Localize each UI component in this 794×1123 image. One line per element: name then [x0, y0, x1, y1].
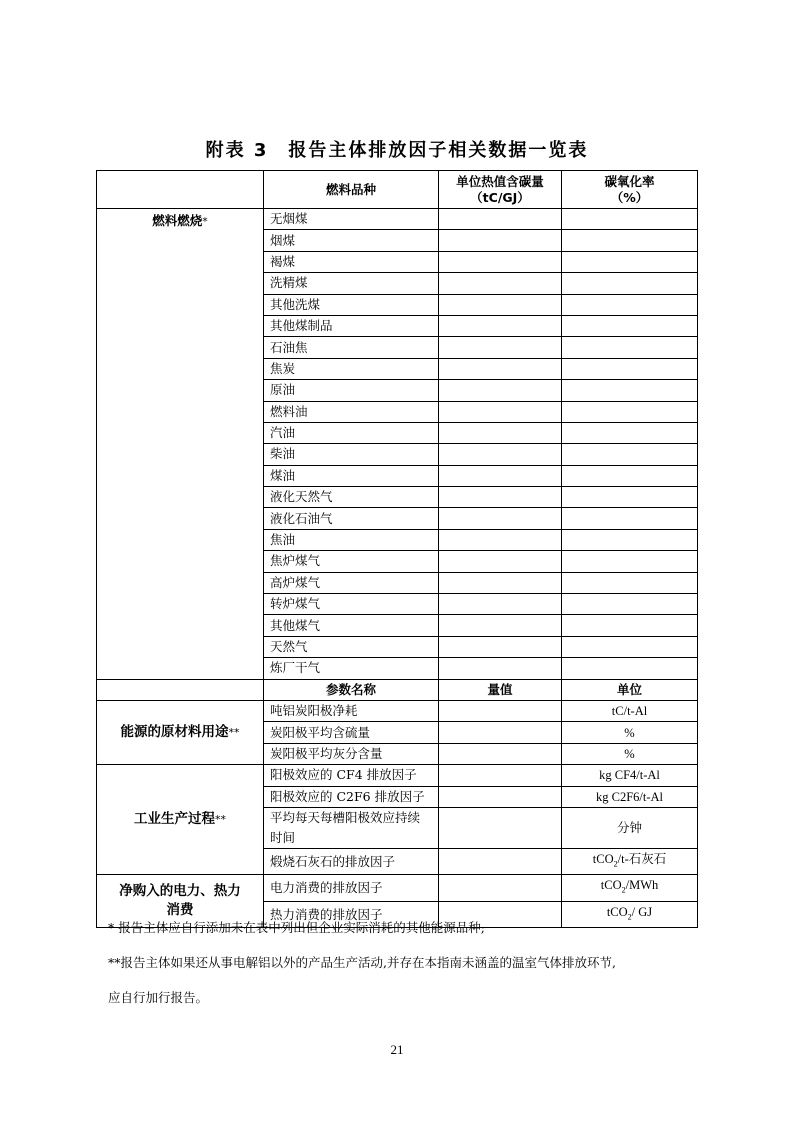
- footnote-3: 应自行加行报告。: [108, 990, 209, 1005]
- param-header-unit: 单位: [562, 679, 698, 700]
- param-value-cell: [439, 700, 562, 721]
- fuel-name: 其他煤气: [264, 615, 439, 636]
- carbon-content-cell: [439, 465, 562, 486]
- param-row: [97, 875, 698, 902]
- param-name: 阳极效应的 C2F6 排放因子: [264, 786, 439, 807]
- process-section-label: [97, 765, 264, 875]
- param-unit: %: [562, 743, 698, 764]
- param-unit: kg CF4/t-Al: [562, 765, 698, 786]
- oxidation-rate-cell: [562, 487, 698, 508]
- fuel-name: 焦油: [264, 529, 439, 550]
- carbon-content-cell: [439, 380, 562, 401]
- param-value-cell: [439, 722, 562, 743]
- carbon-content-cell: [439, 551, 562, 572]
- oxidation-rate-cell: [562, 529, 698, 550]
- param-name: 煅烧石灰石的排放因子: [264, 848, 439, 875]
- power-label-line2: 消费: [166, 902, 194, 919]
- footnote-2: **报告主体如果还从事电解铝以外的产品生产活动,并存在本指南未涵盖的温室气体排放环节,: [108, 955, 616, 970]
- param-name: 热力消费的排放因子: [264, 901, 439, 928]
- oxidation-rate-cell: [562, 594, 698, 615]
- param-unit: %: [562, 722, 698, 743]
- fuel-name: 焦炉煤气: [264, 551, 439, 572]
- oxidation-rate-cell: [562, 315, 698, 336]
- fuel-name: 洗精煤: [264, 273, 439, 294]
- section-label-text: 工业生产过程: [134, 811, 215, 828]
- carbon-content-cell: [439, 358, 562, 379]
- fuel-combustion-text: 燃料燃烧: [152, 213, 203, 228]
- param-header-value: 量值: [439, 679, 562, 700]
- carbon-content-cell: [439, 209, 562, 230]
- header-fuel-type: 燃料品种: [264, 171, 439, 209]
- section-label-star: **: [215, 813, 226, 827]
- oxidation-rate-cell: [562, 465, 698, 486]
- fuel-name: 其他煤制品: [264, 315, 439, 336]
- fuel-name: 天然气: [264, 636, 439, 657]
- fuel-name: 液化天然气: [264, 487, 439, 508]
- carbon-content-cell: [439, 529, 562, 550]
- param-value-cell: [439, 786, 562, 807]
- fuel-name: 褐煤: [264, 251, 439, 272]
- oxidation-rate-cell: [562, 422, 698, 443]
- oxidation-rate-cell: [562, 273, 698, 294]
- carbon-content-cell: [439, 594, 562, 615]
- carbon-content-cell: [439, 636, 562, 657]
- carbon-content-cell: [439, 230, 562, 251]
- header-oxidation-rate-label: 碳氧化率: [604, 173, 655, 189]
- fuel-name: 转炉煤气: [264, 594, 439, 615]
- fuel-name: 焦炭: [264, 358, 439, 379]
- header-oxidation-rate-unit: （%）: [610, 189, 649, 205]
- param-value-cell: [439, 807, 562, 848]
- param-unit: tCO$_2$/t-石灰石: [562, 848, 698, 875]
- oxidation-rate-cell: [562, 230, 698, 251]
- carbon-content-cell: [439, 615, 562, 636]
- param-name: 电力消费的排放因子: [264, 875, 439, 902]
- param-unit: 分钟: [562, 807, 698, 848]
- carbon-content-cell: [439, 422, 562, 443]
- param-name: 阳极效应的 CF4 排放因子: [264, 765, 439, 786]
- param-header-blank: [97, 679, 264, 700]
- oxidation-rate-cell: [562, 444, 698, 465]
- carbon-content-cell: [439, 315, 562, 336]
- fuel-name: 高炉煤气: [264, 572, 439, 593]
- oxidation-rate-cell: [562, 636, 698, 657]
- header-carbon-content-label: 单位热值含碳量: [456, 173, 544, 189]
- table-title: 附表 3 报告主体排放因子相关数据一览表: [205, 140, 589, 161]
- oxidation-rate-cell: [562, 337, 698, 358]
- carbon-content-cell: [439, 572, 562, 593]
- header-blank: [97, 171, 264, 209]
- param-value-cell: [439, 765, 562, 786]
- header-oxidation-rate: [562, 171, 698, 209]
- param-unit: tCO$_2$/MWh: [562, 875, 698, 902]
- param-unit: tCO$_2$/ GJ: [562, 901, 698, 928]
- carbon-content-cell: [439, 251, 562, 272]
- fuel-name: 石油焦: [264, 337, 439, 358]
- fuel-name: 原油: [264, 380, 439, 401]
- oxidation-rate-cell: [562, 380, 698, 401]
- param-row: [97, 700, 698, 721]
- section-label-text: 能源的原材料用途: [120, 724, 229, 741]
- param-unit: tC/t-Al: [562, 700, 698, 721]
- param-header-row: [97, 679, 698, 700]
- fuel-name: 烟煤: [264, 230, 439, 251]
- fuel-header-row: [97, 171, 698, 209]
- carbon-content-cell: [439, 658, 562, 679]
- fuel-name: 燃料油: [264, 401, 439, 422]
- header-carbon-content-unit: （tC/GJ）: [470, 189, 530, 205]
- oxidation-rate-cell: [562, 551, 698, 572]
- oxidation-rate-cell: [562, 251, 698, 272]
- header-carbon-content: [439, 171, 562, 209]
- param-unit: kg C2F6/t-Al: [562, 786, 698, 807]
- fuel-combustion-star: *: [202, 215, 208, 228]
- carbon-content-cell: [439, 294, 562, 315]
- power-label-line1: 净购入的电力、热力: [119, 883, 241, 900]
- section-label-star: **: [228, 726, 240, 740]
- emission-factor-table: [96, 170, 698, 928]
- carbon-content-cell: [439, 487, 562, 508]
- carbon-content-cell: [439, 401, 562, 422]
- oxidation-rate-cell: [562, 508, 698, 529]
- fuel-name: 液化石油气: [264, 508, 439, 529]
- oxidation-rate-cell: [562, 572, 698, 593]
- oxidation-rate-cell: [562, 658, 698, 679]
- material-section-label: [97, 700, 264, 764]
- page-number: 21: [390, 1042, 404, 1057]
- param-header-name: 参数名称: [264, 679, 439, 700]
- fuel-name: 柴油: [264, 444, 439, 465]
- oxidation-rate-cell: [562, 294, 698, 315]
- param-value-cell: [439, 875, 562, 902]
- fuel-name: 汽油: [264, 422, 439, 443]
- carbon-content-cell: [439, 337, 562, 358]
- oxidation-rate-cell: [562, 209, 698, 230]
- carbon-content-cell: [439, 508, 562, 529]
- fuel-name: 无烟煤: [264, 209, 439, 230]
- oxidation-rate-cell: [562, 358, 698, 379]
- footnote-1: * 报告主体应自行添加未在表中列出但企业实际消耗的其他能源品种;: [108, 920, 485, 935]
- fuel-combustion-label: [97, 209, 264, 680]
- param-row: [97, 765, 698, 786]
- param-name: 炭阳极平均灰分含量: [264, 743, 439, 764]
- oxidation-rate-cell: [562, 615, 698, 636]
- fuel-name: 炼厂干气: [264, 658, 439, 679]
- param-name: 平均每天每槽阳极效应持续时间: [264, 807, 439, 848]
- carbon-content-cell: [439, 444, 562, 465]
- param-value-cell: [439, 848, 562, 875]
- carbon-content-cell: [439, 273, 562, 294]
- oxidation-rate-cell: [562, 401, 698, 422]
- param-name: 吨铝炭阳极净耗: [264, 700, 439, 721]
- fuel-name: 煤油: [264, 465, 439, 486]
- fuel-row: [97, 209, 698, 230]
- fuel-name: 其他洗煤: [264, 294, 439, 315]
- param-value-cell: [439, 743, 562, 764]
- param-name: 炭阳极平均含硫量: [264, 722, 439, 743]
